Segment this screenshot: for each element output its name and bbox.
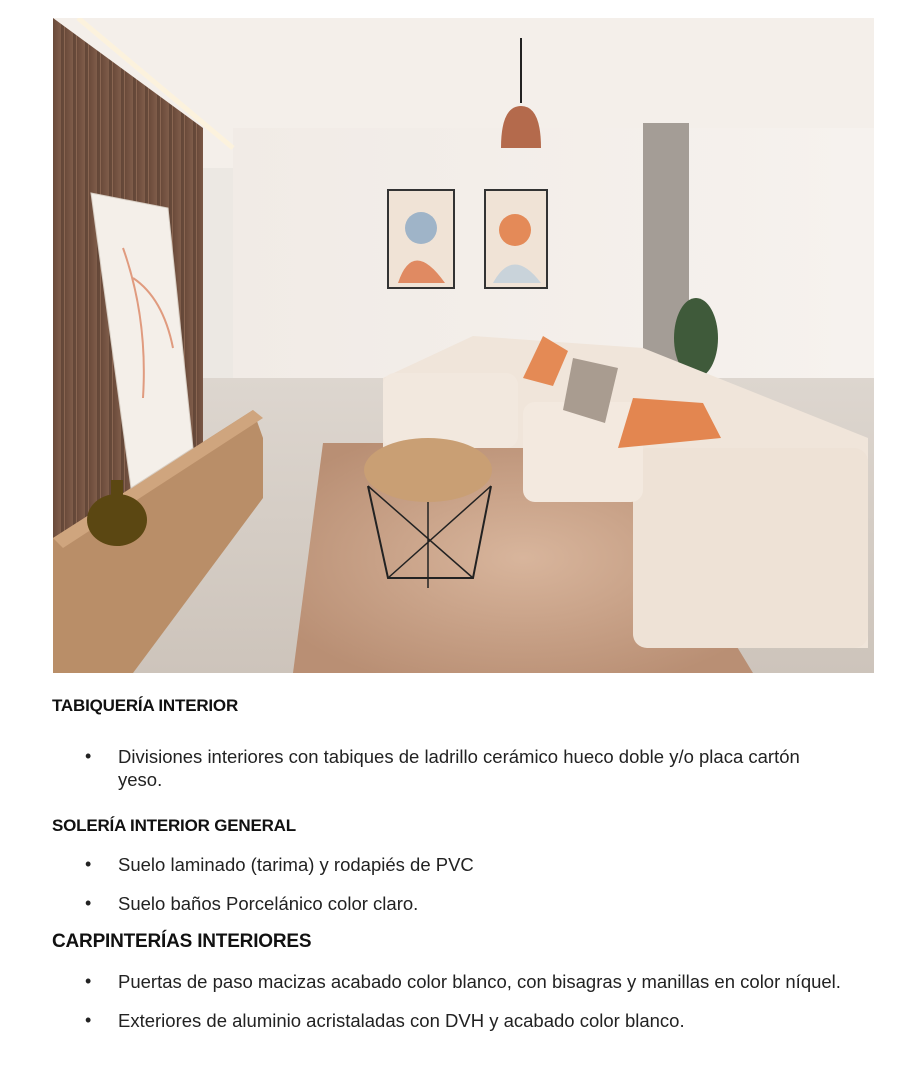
- section-list-carpinterias: [52, 970, 882, 1032]
- section-heading-soleria: SOLERÍA INTERIOR GENERAL: [52, 816, 296, 835]
- list-item: • Suelo baños Porcelánico color claro.: [52, 892, 882, 915]
- list-item: • Puertas de paso macizas acabado color blanco, con bisagras y manillas en color níquel.: [52, 970, 848, 993]
- living-room-photo: [53, 18, 874, 673]
- section-list-soleria: [52, 853, 882, 915]
- list-item: • Suelo laminado (tarima) y rodapiés de PVC: [52, 853, 882, 876]
- section-heading-carpinterias: CARPINTERÍAS INTERIORES: [52, 931, 312, 952]
- list-item: • Divisiones interiores con tabiques de ladrillo cerámico hueco doble y/o placa cartón yeso.: [52, 745, 838, 791]
- section-heading-tabiqueria: TABIQUERÍA INTERIOR: [52, 696, 239, 715]
- section-list-tabiqueria: [52, 745, 882, 791]
- specifications: [52, 696, 882, 1032]
- list-item: • Exteriores de aluminio acristaladas con DVH y acabado color blanco.: [52, 1009, 882, 1032]
